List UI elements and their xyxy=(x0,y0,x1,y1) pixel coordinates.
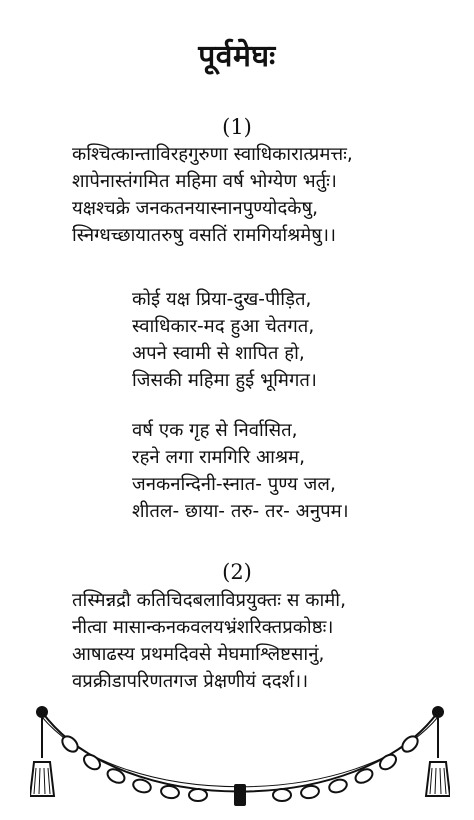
sanskrit-line: शापेनास्तंगमित महिमा वर्ष भोग्येण भर्तुः। xyxy=(72,171,337,192)
hindi-line: शीतल- छाया- तरु- तर- अनुपम। xyxy=(132,501,349,522)
right-tassel xyxy=(426,706,450,796)
sanskrit-line: कश्चित्कान्ताविरहगुरुणा स्वाधिकारात्प्रमत्तः, xyxy=(72,144,353,165)
sanskrit-line: स्निग्धच्छायातरुषु वसतिं रामगिर्याश्रमेषु।। xyxy=(72,225,337,246)
verse-number: (2) xyxy=(222,560,252,584)
page-title: पूर्वमेघः xyxy=(198,39,276,74)
sanskrit-line: तस्मिन्नद्रौ कतिचिदबलाविप्रयुक्तः स कामी, xyxy=(72,590,346,611)
hindi-stanza xyxy=(132,417,349,525)
left-tassel xyxy=(30,706,54,796)
hindi-line: अपने स्वामी से शापित हो, xyxy=(132,343,305,364)
sanskrit-line: वप्रक्रीडापरिणतगज प्रेक्षणीयं ददर्श।। xyxy=(72,671,309,692)
sanskrit-stanza xyxy=(72,587,346,695)
garland-beads xyxy=(59,733,420,806)
verse-number: (1) xyxy=(222,115,252,139)
garland-ornament xyxy=(30,700,450,810)
sanskrit-stanza xyxy=(72,141,353,249)
hindi-line: रहने लगा रामगिरि आश्रम, xyxy=(132,447,305,468)
sanskrit-line: नीत्वा मासान्कनकवलयभ्रंशरिक्तप्रकोष्ठः। xyxy=(72,617,334,638)
sanskrit-line: आषाढस्य प्रथमदिवसे मेघमाश्लिष्टसानुं, xyxy=(72,644,325,665)
hindi-stanza xyxy=(132,286,317,394)
hindi-line: कोई यक्ष प्रिया-दुख-पीड़ित, xyxy=(132,289,312,310)
hindi-line: जनकनन्दिनी-स्नात- पुण्य जल, xyxy=(132,474,336,495)
hindi-line: जिसकी महिमा हुई भूमिगत। xyxy=(132,370,317,391)
hindi-line: स्वाधिकार-मद हुआ चेतगत, xyxy=(132,316,315,337)
sanskrit-line: यक्षश्चक्रे जनकतनयास्नानपुण्योदकेषु, xyxy=(72,198,319,219)
hindi-line: वर्ष एक गृह से निर्वासित, xyxy=(132,420,298,441)
garland-rope xyxy=(42,717,438,787)
garland-rope xyxy=(42,712,438,792)
